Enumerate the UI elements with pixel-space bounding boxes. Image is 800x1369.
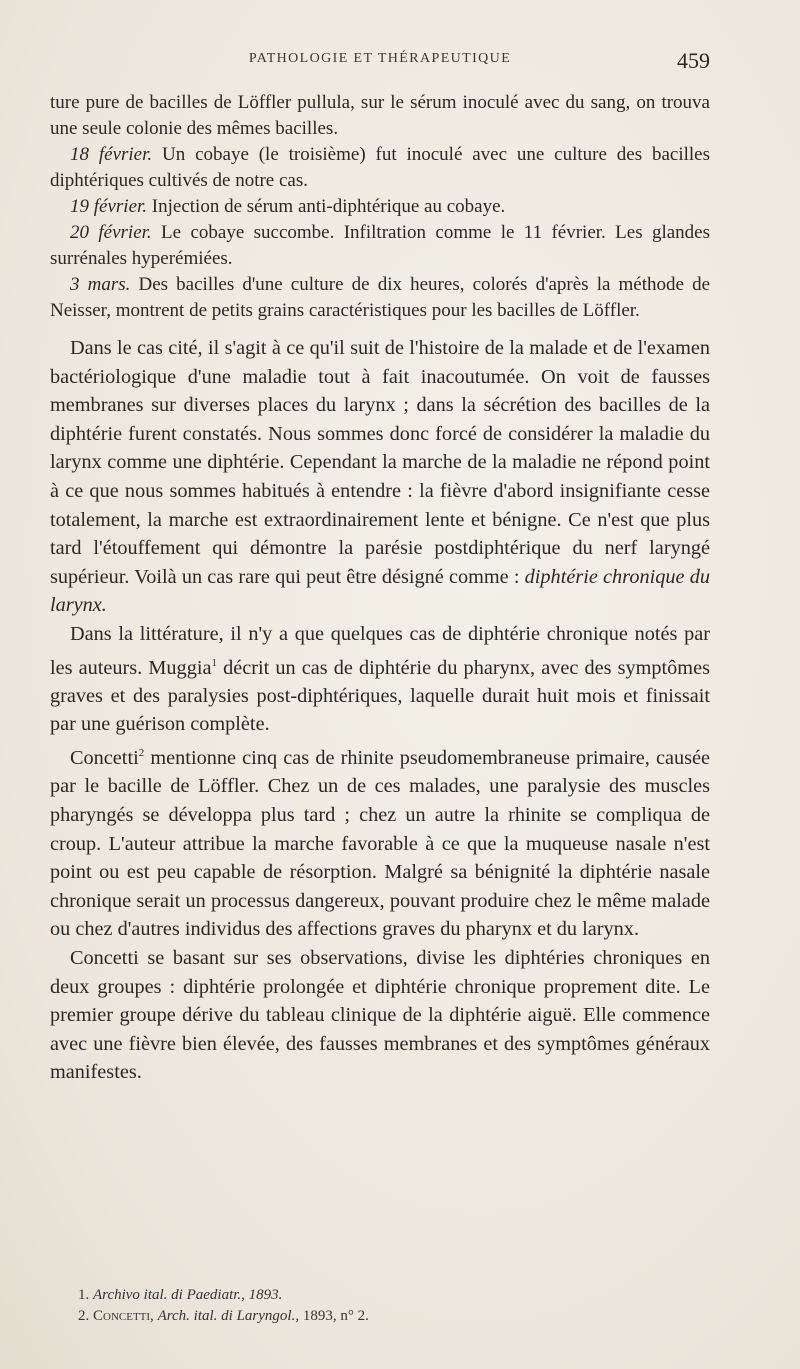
emphasized-diagnosis: diphtérie chronique du larynx. (50, 565, 710, 617)
body-text (50, 90, 710, 1087)
paragraph-text: mentionne cinq cas de rhinite pseudomembraneuse primaire, causée par le bacille de Löffler. Chez un de ces malades, une paralysie des muscles pharyngés se développa plus tard ; chez un autre la rhinite se compliqua de croup. L'auteur attribue la marche favorable à ce que la muqueuse nasale n'est point ou est peu capable de résorption. Malgré sa bénignité la diphtérie nasale chronique serait un processus dangereux, pouvant produire chez le même malade ou chez d'autres individus des affections graves du pharynx et du larynx. (50, 746, 710, 941)
footnote-author: Concetti, (93, 1308, 154, 1324)
entry-date: 18 février. (70, 144, 153, 165)
entry-date: 3 mars. (70, 274, 131, 295)
entry-text: Injection de sérum anti-diphtérique au cobaye. (147, 196, 506, 217)
paragraph-text: décrit un cas de diphtérie du pharynx, avec des symptômes graves et des paralysies post-diphtériques, laquelle durait huit mois et finissait par une guérison complète. (50, 656, 710, 736)
footnote (50, 1285, 710, 1306)
footnote-number: 2. (78, 1308, 90, 1324)
paragraph (50, 334, 710, 620)
paragraph-text: Concetti (70, 746, 139, 769)
paragraph-text: ture pure de bacilles de Löffler pullula, sur le sérum inoculé avec du sang, on trouva une seule colonie des mêmes bacilles. (50, 92, 710, 139)
footnote-ref: 1 (211, 656, 217, 669)
page-header (50, 48, 710, 78)
paragraph (50, 739, 710, 944)
footnote-source: Arch. ital. di Laryngol., (157, 1308, 300, 1324)
running-title: PATHOLOGIE ET THÉRAPEUTIQUE (248, 51, 512, 66)
entry-date: 19 février. (70, 196, 148, 217)
paragraph-text: Dans le cas cité, il s'agit à ce qu'il suit de l'histoire de la malade et de l'examen bactériologique d'une maladie tout à fait inacoutumée. On voit de fausses membranes sur diverses places du larynx ; dans la sécrétion des bacilles de la diphtérie furent constatés. Nous sommes donc forcé de considérer la maladie du larynx comme une diphtérie. Cependant la marche de la maladie ne répond point à ce que nous sommes habitués à entendre : la fièvre d'abord insignifiante cesse totalement, la marche est extraordinairement lente et bénigne. Ce n'est que plus tard l'étouffement qui démontre la parésie postdiphtérique du nerf laryngé supérieur. Voilà un cas rare qui peut être désigné comme : (50, 337, 710, 588)
footnote-number: 1. (78, 1287, 90, 1303)
entry-text: Un cobaye (le troisième) fut inoculé avec une culture des bacilles diphtériques cultivés de notre cas. (50, 144, 710, 191)
journal-entry (50, 194, 710, 220)
journal-entry (50, 272, 710, 324)
page-number: 459 (677, 48, 710, 73)
entry-text: Le cobaye succombe. Infiltration comme le 11 février. Les glandes surrénales hyperémiées. (50, 222, 710, 269)
entry-text: Des bacilles d'une culture de dix heures, colorés d'après la méthode de Neisser, montrent de petits grains caractéristiques pour les bacilles de Löffler. (50, 274, 710, 321)
journal-entry (50, 142, 710, 194)
paragraph (50, 620, 710, 739)
paragraph-text: Dans la littérature, il n'y a que quelques cas de diphtérie chronique notés par les auteurs. Muggia (50, 622, 710, 679)
footnote-ref: 2 (138, 747, 145, 760)
entry-date: 20 février. (70, 222, 152, 243)
footnote-text: 1893, n° 2. (299, 1308, 369, 1324)
footnotes (50, 1285, 710, 1327)
paragraph-text: Concetti se basant sur ses observations, divise les diphtéries chroniques en deux groupes : diphtérie prolongée et diphtérie chronique proprement dite. Le premier groupe dérive du tableau clinique de la diphtérie aiguë. Elle commence avec une fièvre bien élevée, des fausses membranes et des symptômes généraux manifestes. (50, 947, 710, 1084)
paragraph-continuation (50, 90, 710, 142)
journal-entry (50, 220, 710, 272)
footnote-text: Archivo ital. di Paediatr., 1893. (93, 1287, 283, 1303)
footnote (50, 1306, 710, 1327)
paragraph (50, 944, 710, 1087)
